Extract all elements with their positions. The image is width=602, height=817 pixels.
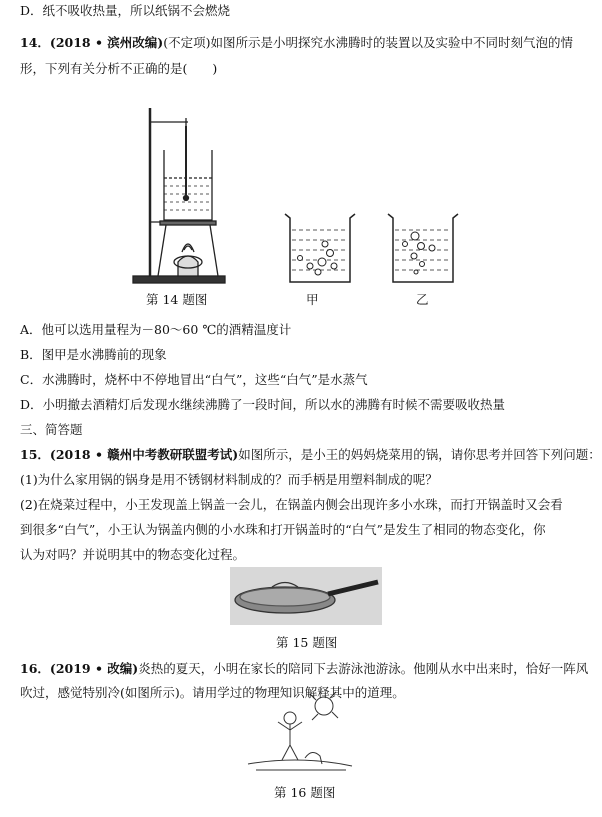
q15-number: 15． [20,447,50,462]
q15-part2-line3: 认为对吗？并说明其中的物态变化过程。 [20,547,246,562]
q14-number: 14． [20,35,50,50]
q14-source: (2018 • 滨州改编) [49,35,164,50]
q16-stem2: 吹过，感觉特别冷(如图所示)。请用学过的物理知识解释其中的道理。 [20,685,405,700]
q15-line1 [20,446,601,464]
q14-option-b: B．图甲是水沸腾前的现象 [20,347,167,362]
q14-figure-caption: 第 14 题图 [146,292,208,307]
q14-stem1: (不定项)如图所示是小明探究水沸腾时的装置以及实验中不同时刻气泡的情 [163,35,573,50]
q15-stem: 如图所示，是小王的妈妈烧菜用的锅，请你思考并回答下列问题： [238,447,601,462]
q14-option-d: D．小明撤去酒精灯后发现水继续沸腾了一段时间，所以水的沸腾有时候不需要吸收热量 [20,397,506,412]
q15-part2-line2: 到很多“白气”，小王认为锅盖内侧的小水珠和打开锅盖时的“白气”是发生了相同的物态变化，你 [20,522,546,537]
q16-source: (2019 • 改编) [49,661,139,676]
q15-part1: (1)为什么家用锅的锅身是用不锈钢材料制成的？而手柄是用塑料制成的呢？ [20,472,438,487]
q14-option-a: A．他可以选用量程为－80～60 ℃的酒精温度计 [20,322,292,337]
section-heading: 三、简答题 [20,422,83,437]
q16-figure-caption: 第 16 题图 [274,785,336,800]
q15-figure-caption: 第 15 题图 [276,635,338,650]
beaker-yi-label: 乙 [416,292,429,307]
q14-stem2: 形，下列有关分析不正确的是( ) [20,61,218,76]
q14-option-c: C．水沸腾时，烧杯中不停地冒出“白气”，这些“白气”是水蒸气 [20,372,368,387]
beaker-jia-label: 甲 [306,292,319,307]
q16-stem1: 炎热的夏天，小明在家长的陪同下去游泳池游泳。他刚从水中出来时，恰好一阵风 [138,661,589,676]
q16-number: 16． [20,661,50,676]
q15-part2-line1: (2)在烧菜过程中，小王发现盖上锅盖一会儿，在锅盖内侧会出现许多小水珠，而打开锅盖时又会看 [20,497,563,512]
q14-line1 [20,34,573,52]
option-d-prev: D．纸不吸收热量，所以纸锅不会燃烧 [20,3,231,18]
q15-source: (2018 • 赣州中考教研联盟考试) [49,447,239,462]
q16-line1 [20,660,588,678]
